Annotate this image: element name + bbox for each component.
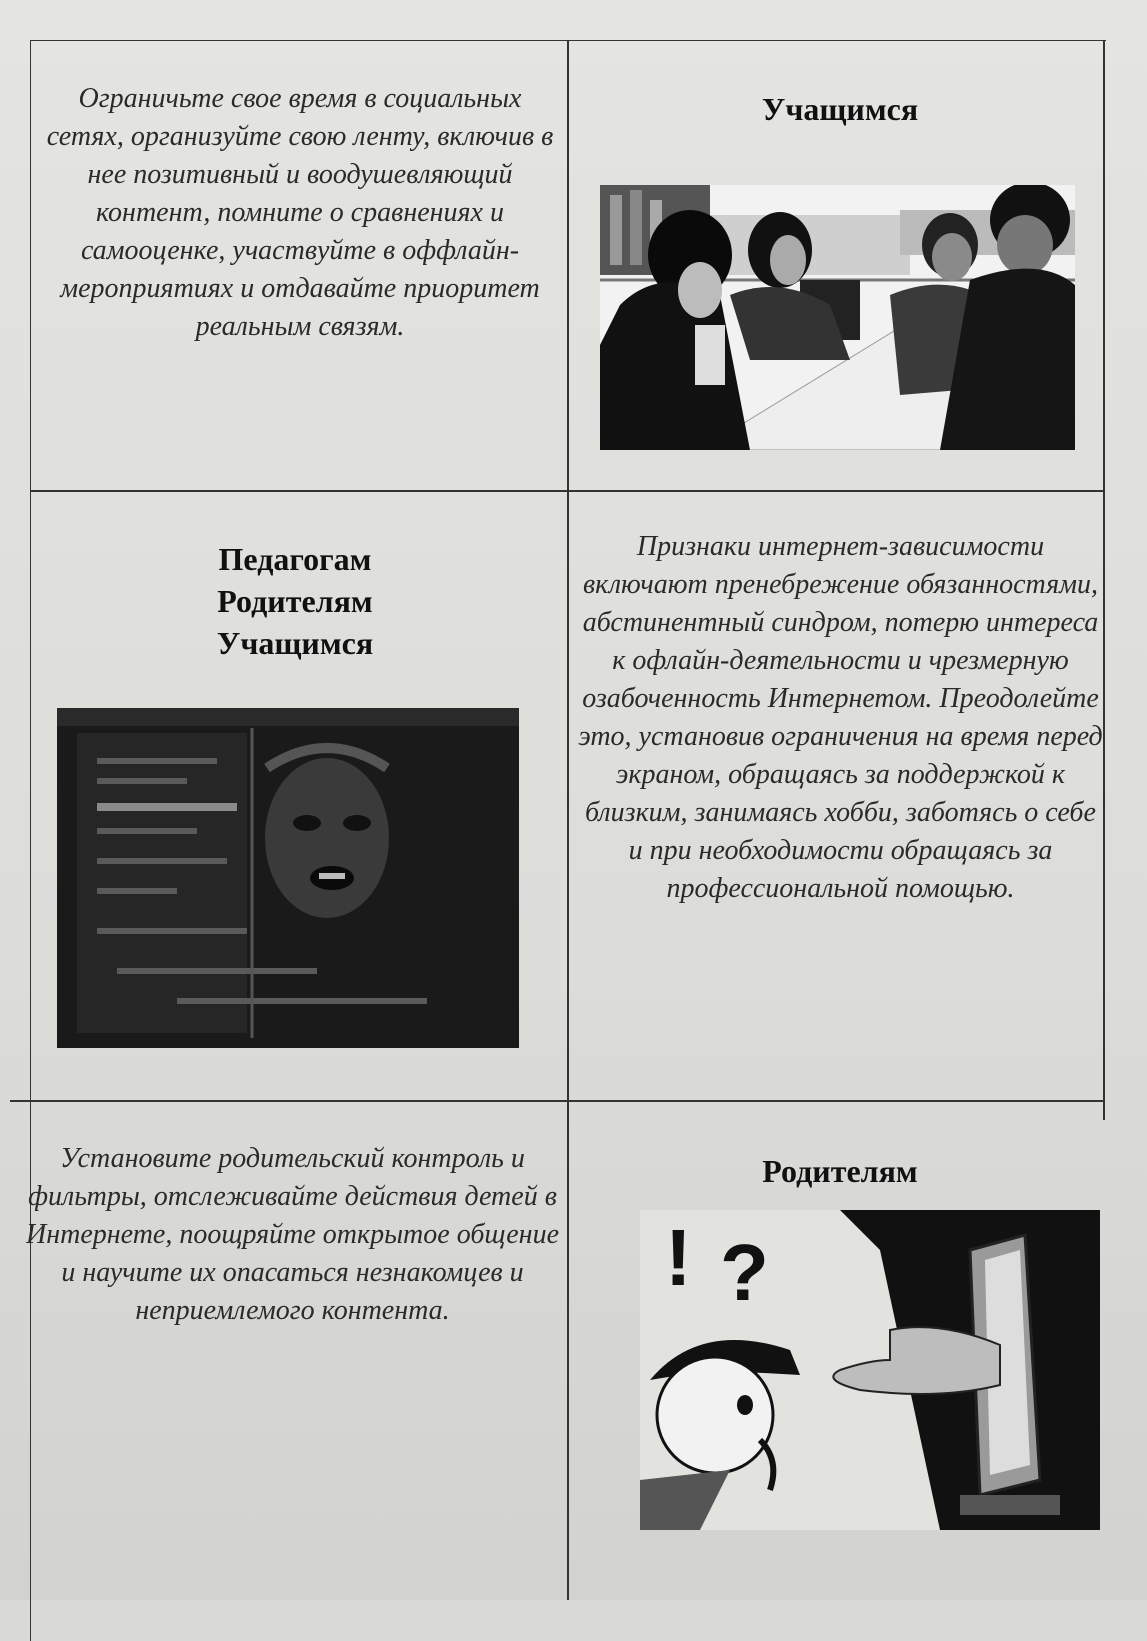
parental-control-tip-text: Установите родительский контроль и фильтры, отслеживайте действия детей в Интернете, поощряйте открытое общение и научите их опасаться незнакомцев и неприемлемого контента.	[25, 1143, 559, 1326]
boy-hand-monitor-illustration	[640, 1210, 1100, 1530]
heading-parents-2: Родителям	[762, 1153, 918, 1189]
svg-text:?: ?	[720, 1228, 769, 1317]
heading-teachers: Педагогам	[218, 541, 372, 577]
svg-text:!: !	[665, 1213, 692, 1302]
scared-face-screen-photo	[57, 708, 519, 1048]
heading-students-2: Учащимся	[216, 625, 374, 661]
table-right-border	[1103, 40, 1105, 1120]
teens-phones-photo	[600, 185, 1075, 450]
heading-parents: Родителям	[217, 583, 373, 619]
table-row-divider-1	[30, 490, 1105, 492]
heading-students: Учащимся	[761, 91, 919, 127]
table-row-divider-2	[10, 1100, 1105, 1102]
internet-addiction-signs-text: Признаки интернет-зависимости включают пренебрежение обязанностями, абстинентный синдром, потерю интереса к офлайн-деятельности и чрезмерную озабоченность Интернетом. Преодолейте это, установив ограничения на время перед экраном, обращаясь за поддержкой к близким, занимаясь хобби, заботясь о себе и при необходимости обращаясь за профессиональной помощью.	[578, 531, 1103, 904]
tip-social-media-text: Ограничьте свое время в социальных сетях, организуйте свою ленту, включив в нее позитивный и воодушевляющий контент, помните о сравнениях и самооценке, участвуйте в оффлайн-мероприятиях и отдавайте приоритет реальным связям.	[46, 83, 554, 342]
table-column-divider	[567, 40, 569, 1600]
